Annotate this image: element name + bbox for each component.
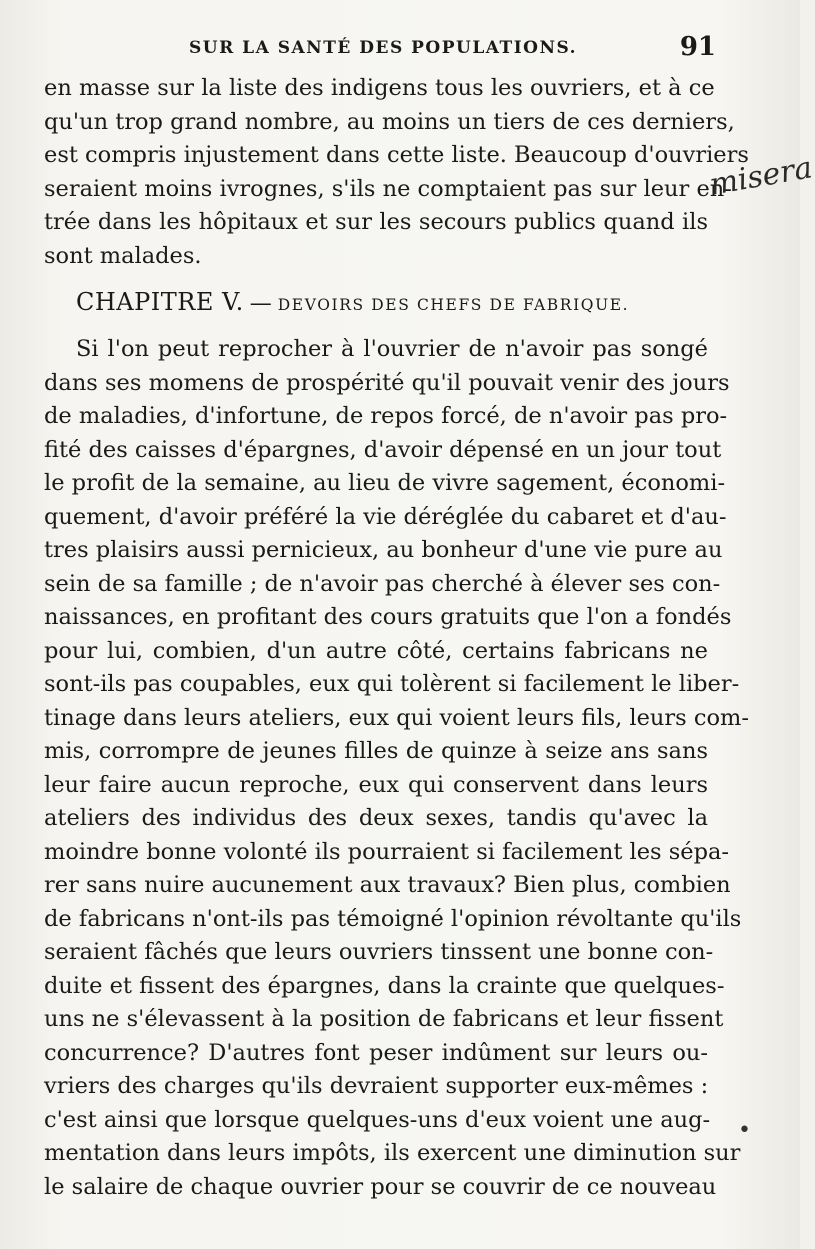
text-line: fité des caisses d'épargnes, d'avoir dépensé en un jour tout	[44, 436, 722, 463]
text-line: naissances, en profitant des cours gratuits que l'on a fondés	[44, 604, 732, 630]
running-title: SUR LA SANTÉ DES POPULATIONS.	[189, 38, 578, 58]
paragraph-1	[44, 72, 749, 273]
text-line: ateliers des individus des deux sexes, tandis qu'avec la	[44, 805, 708, 831]
chapter-number: CHAPITRE V.	[76, 288, 244, 316]
text-line: tres plaisirs aussi pernicieux, au bonheur d'une vie pure au	[44, 537, 723, 563]
chapter-title: DEVOIRS DES CHEFS DE FABRIQUE.	[277, 296, 630, 314]
stray-mark: •	[738, 1118, 751, 1143]
text-line: est compris injustement dans cette liste. Beaucoup d'ouvriers	[44, 142, 749, 168]
text-line: pour lui, combien, d'un autre côté, certains fabricans ne	[44, 637, 708, 664]
text-line: mis, corrompre de jeunes filles de quinze à seize ans sans	[44, 738, 708, 764]
text-line: moindre bonne volonté ils pourraient si facilement les sépa-	[44, 838, 730, 865]
text-line: Si l'on peut reprocher à l'ouvrier de n'avoir pas songé	[76, 336, 708, 362]
text-line: uns ne s'élevassent à la position de fabricans et leur fissent	[44, 1006, 724, 1032]
text-line: le salaire de chaque ouvrier pour se couvrir de ce nouveau	[44, 1173, 717, 1200]
text-line: leur faire aucun reproche, eux qui conservent dans leurs	[44, 771, 708, 798]
text-line: de fabricans n'ont-ils pas témoigné l'opinion révoltante qu'ils	[44, 905, 742, 932]
chapter-dash: —	[249, 291, 272, 316]
text-line: concurrence? D'autres font peser indûment sur leurs ou-	[44, 1039, 708, 1066]
text-line: sont malades.	[44, 242, 202, 269]
handwritten-margin-note: misera	[706, 150, 815, 203]
text-line: sont-ils pas coupables, eux qui tolèrent si facilement le liber-	[44, 671, 740, 697]
text-line: trée dans les hôpitaux et sur les secours publics quand ils	[44, 209, 708, 235]
text-line: c'est ainsi que lorsque quelques-uns d'eux voient une aug-	[44, 1106, 711, 1133]
text-line: tinage dans leurs ateliers, eux qui voient leurs fils, leurs com-	[44, 704, 749, 731]
text-line: quement, d'avoir préféré la vie déréglée du cabaret et d'au-	[44, 503, 727, 530]
chapter-heading	[44, 283, 708, 321]
page-header	[44, 34, 716, 66]
text-line: en masse sur la liste des indigens tous les ouvriers, et à ce	[44, 75, 715, 101]
text-line: qu'un trop grand nombre, au moins un tiers de ces derniers,	[44, 108, 735, 135]
text-line: dans ses momens de prospérité qu'il pouvait venir des jours	[44, 369, 730, 396]
text-line: duite et fissent des épargnes, dans la crainte que quelques-	[44, 972, 725, 999]
text-line: le profit de la semaine, au lieu de vivre sagement, économi-	[44, 470, 726, 496]
paragraph-2	[44, 333, 749, 1204]
text-line: seraient fâchés que leurs ouvriers tinssent une bonne con-	[44, 939, 714, 965]
text-line: vriers des charges qu'ils devraient supporter eux-mêmes :	[44, 1073, 709, 1099]
text-line: de maladies, d'infortune, de repos forcé, de n'avoir pas pro-	[44, 403, 728, 429]
text-line: sein de sa famille ; de n'avoir pas cherché à élever ses con-	[44, 570, 721, 597]
text-line: rer sans nuire aucunement aux travaux? Bien plus, combien	[44, 872, 731, 898]
text-line: mentation dans leurs impôts, ils exercent une diminution sur	[44, 1140, 741, 1166]
page-number: 91	[679, 32, 716, 62]
body-text	[44, 72, 749, 1204]
text-line: seraient moins ivrognes, s'ils ne comptaient pas sur leur en-	[44, 175, 732, 202]
